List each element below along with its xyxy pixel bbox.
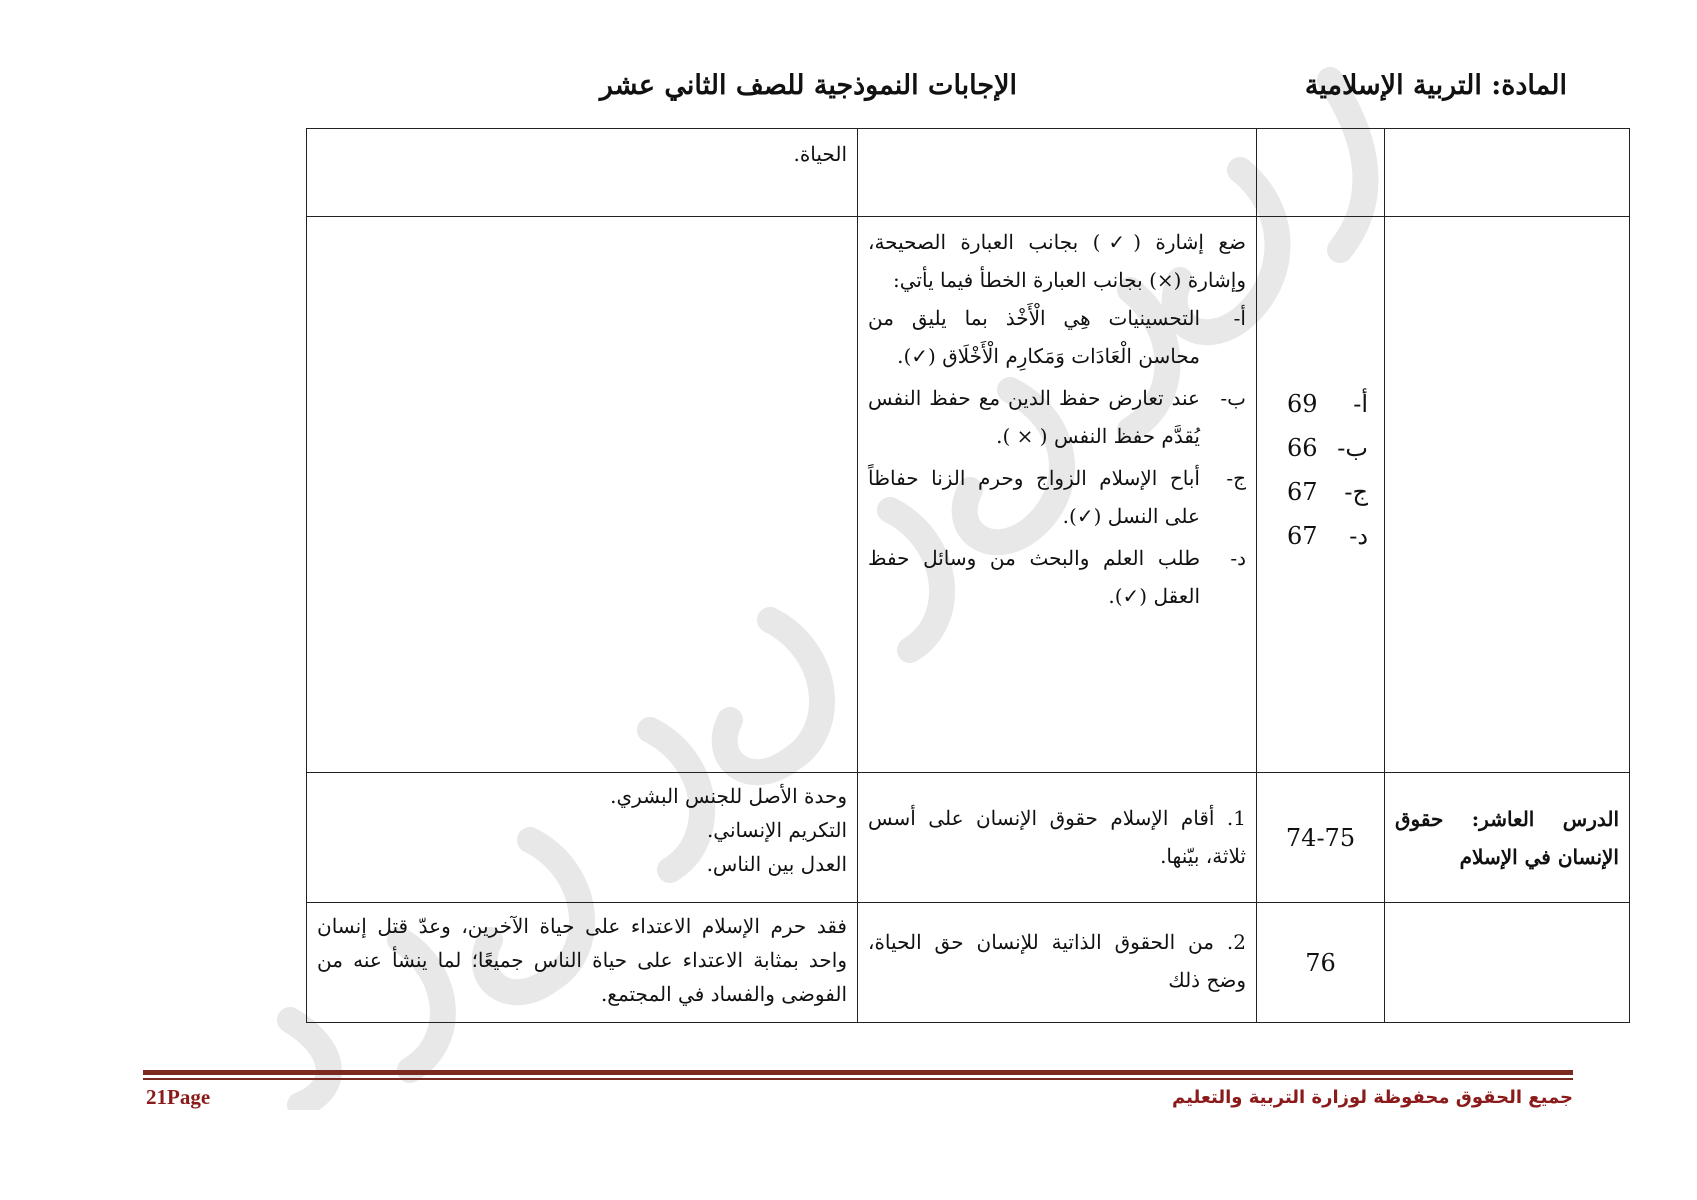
question-cell	[858, 217, 1257, 773]
page-ref-marker: ب-	[1337, 434, 1368, 462]
page-ref-marker: ج-	[1344, 478, 1368, 506]
page-ref-item	[1267, 385, 1374, 429]
list-item	[868, 539, 1246, 615]
item-marker: د-	[1230, 546, 1246, 570]
page-refs-list	[1267, 385, 1374, 561]
answer-text: فقد حرم الإسلام الاعتداء على حياة الآخرين، وعدّ قتل إنسان واحد بمثابة الاعتداء على حياة الناس جميعًا؛ لما ينشأ عنه من الفوضى والفساد في المجتمع.	[317, 914, 847, 1006]
list-item	[868, 379, 1246, 455]
table-row	[307, 903, 1630, 1023]
page-ref-number: 67	[1287, 478, 1318, 506]
copyright-notice: جميع الحقوق محفوظة لوزارة التربية والتعليم	[1172, 1087, 1573, 1108]
subject-title: المادة: التربية الإسلامية	[1304, 70, 1567, 101]
answer-line: العدل بين الناس.	[706, 852, 847, 876]
item-text: طلب العلم والبحث من وسائل حفظ العقل (✓).	[868, 546, 1200, 608]
footer-divider	[143, 1070, 1573, 1075]
table-row	[307, 217, 1630, 773]
answer-line: وحدة الأصل للجنس البشري.	[610, 784, 847, 808]
page-ref-marker: د-	[1349, 522, 1368, 550]
page-cell	[1257, 129, 1385, 217]
question-cell	[858, 773, 1257, 903]
page-ref-item	[1267, 473, 1374, 517]
page-ref-marker: أ-	[1353, 390, 1368, 418]
page-number: 21Page	[146, 1085, 211, 1109]
item-marker: ج-	[1226, 466, 1246, 490]
page-cell: 76	[1257, 903, 1385, 1023]
answer-cell	[307, 217, 858, 773]
page-ref-number: 66	[1287, 434, 1318, 462]
answer-cell	[307, 129, 858, 217]
lesson-title: الدرس العاشر: حقوق الإنسان في الإسلام	[1385, 773, 1630, 903]
question-text: 1. أقام الإسلام حقوق الإنسان على أسس ثلاثة، بيّنها.	[868, 806, 1246, 868]
list-item	[868, 459, 1246, 535]
page-ref-number: 69	[1287, 390, 1318, 418]
question-cell	[858, 903, 1257, 1023]
page-cell	[1257, 217, 1385, 773]
page-ref-number: 67	[1287, 522, 1318, 550]
page-ref-item	[1267, 429, 1374, 473]
lesson-cell	[1385, 217, 1630, 773]
table-row	[307, 773, 1630, 903]
answers-table	[306, 128, 1630, 1023]
list-item	[868, 299, 1246, 375]
question-intro: ضع إشارة (✓) بجانب العبارة الصحيحة، وإشارة (×) بجانب العبارة الخطأ فيما يأتي:	[868, 230, 1246, 292]
answer-line: الحياة.	[793, 142, 847, 166]
page-ref-item	[1267, 517, 1374, 561]
page-header	[0, 70, 1697, 114]
item-text: التحسينيات هِي الْأَخْذ بما يليق من محاسن الْعَادَات وَمَكارِم الْأَخْلَاق (✓).	[868, 306, 1200, 368]
footer-divider-thin	[143, 1078, 1573, 1080]
item-marker: أ-	[1233, 306, 1246, 330]
document-title: الإجابات النموذجية للصف الثاني عشر	[599, 70, 1017, 101]
item-text: عند تعارض حفظ الدين مع حفظ النفس يُقدَّم حفظ النفس ( × ).	[868, 386, 1200, 448]
table-row	[307, 129, 1630, 217]
answer-cell	[307, 773, 858, 903]
page-cell: 74-75	[1257, 773, 1385, 903]
lesson-cell	[1385, 129, 1630, 217]
answer-line: التكريم الإنساني.	[706, 818, 847, 842]
question-text: 2. من الحقوق الذاتية للإنسان حق الحياة، وضح ذلك	[868, 930, 1246, 992]
item-marker: ب-	[1220, 386, 1246, 410]
item-text: أباح الإسلام الزواج وحرم الزنا حفاظاً على النسل (✓).	[868, 466, 1200, 528]
question-cell	[858, 129, 1257, 217]
true-false-list	[868, 299, 1246, 615]
answer-cell	[307, 903, 858, 1023]
lesson-cell	[1385, 903, 1630, 1023]
